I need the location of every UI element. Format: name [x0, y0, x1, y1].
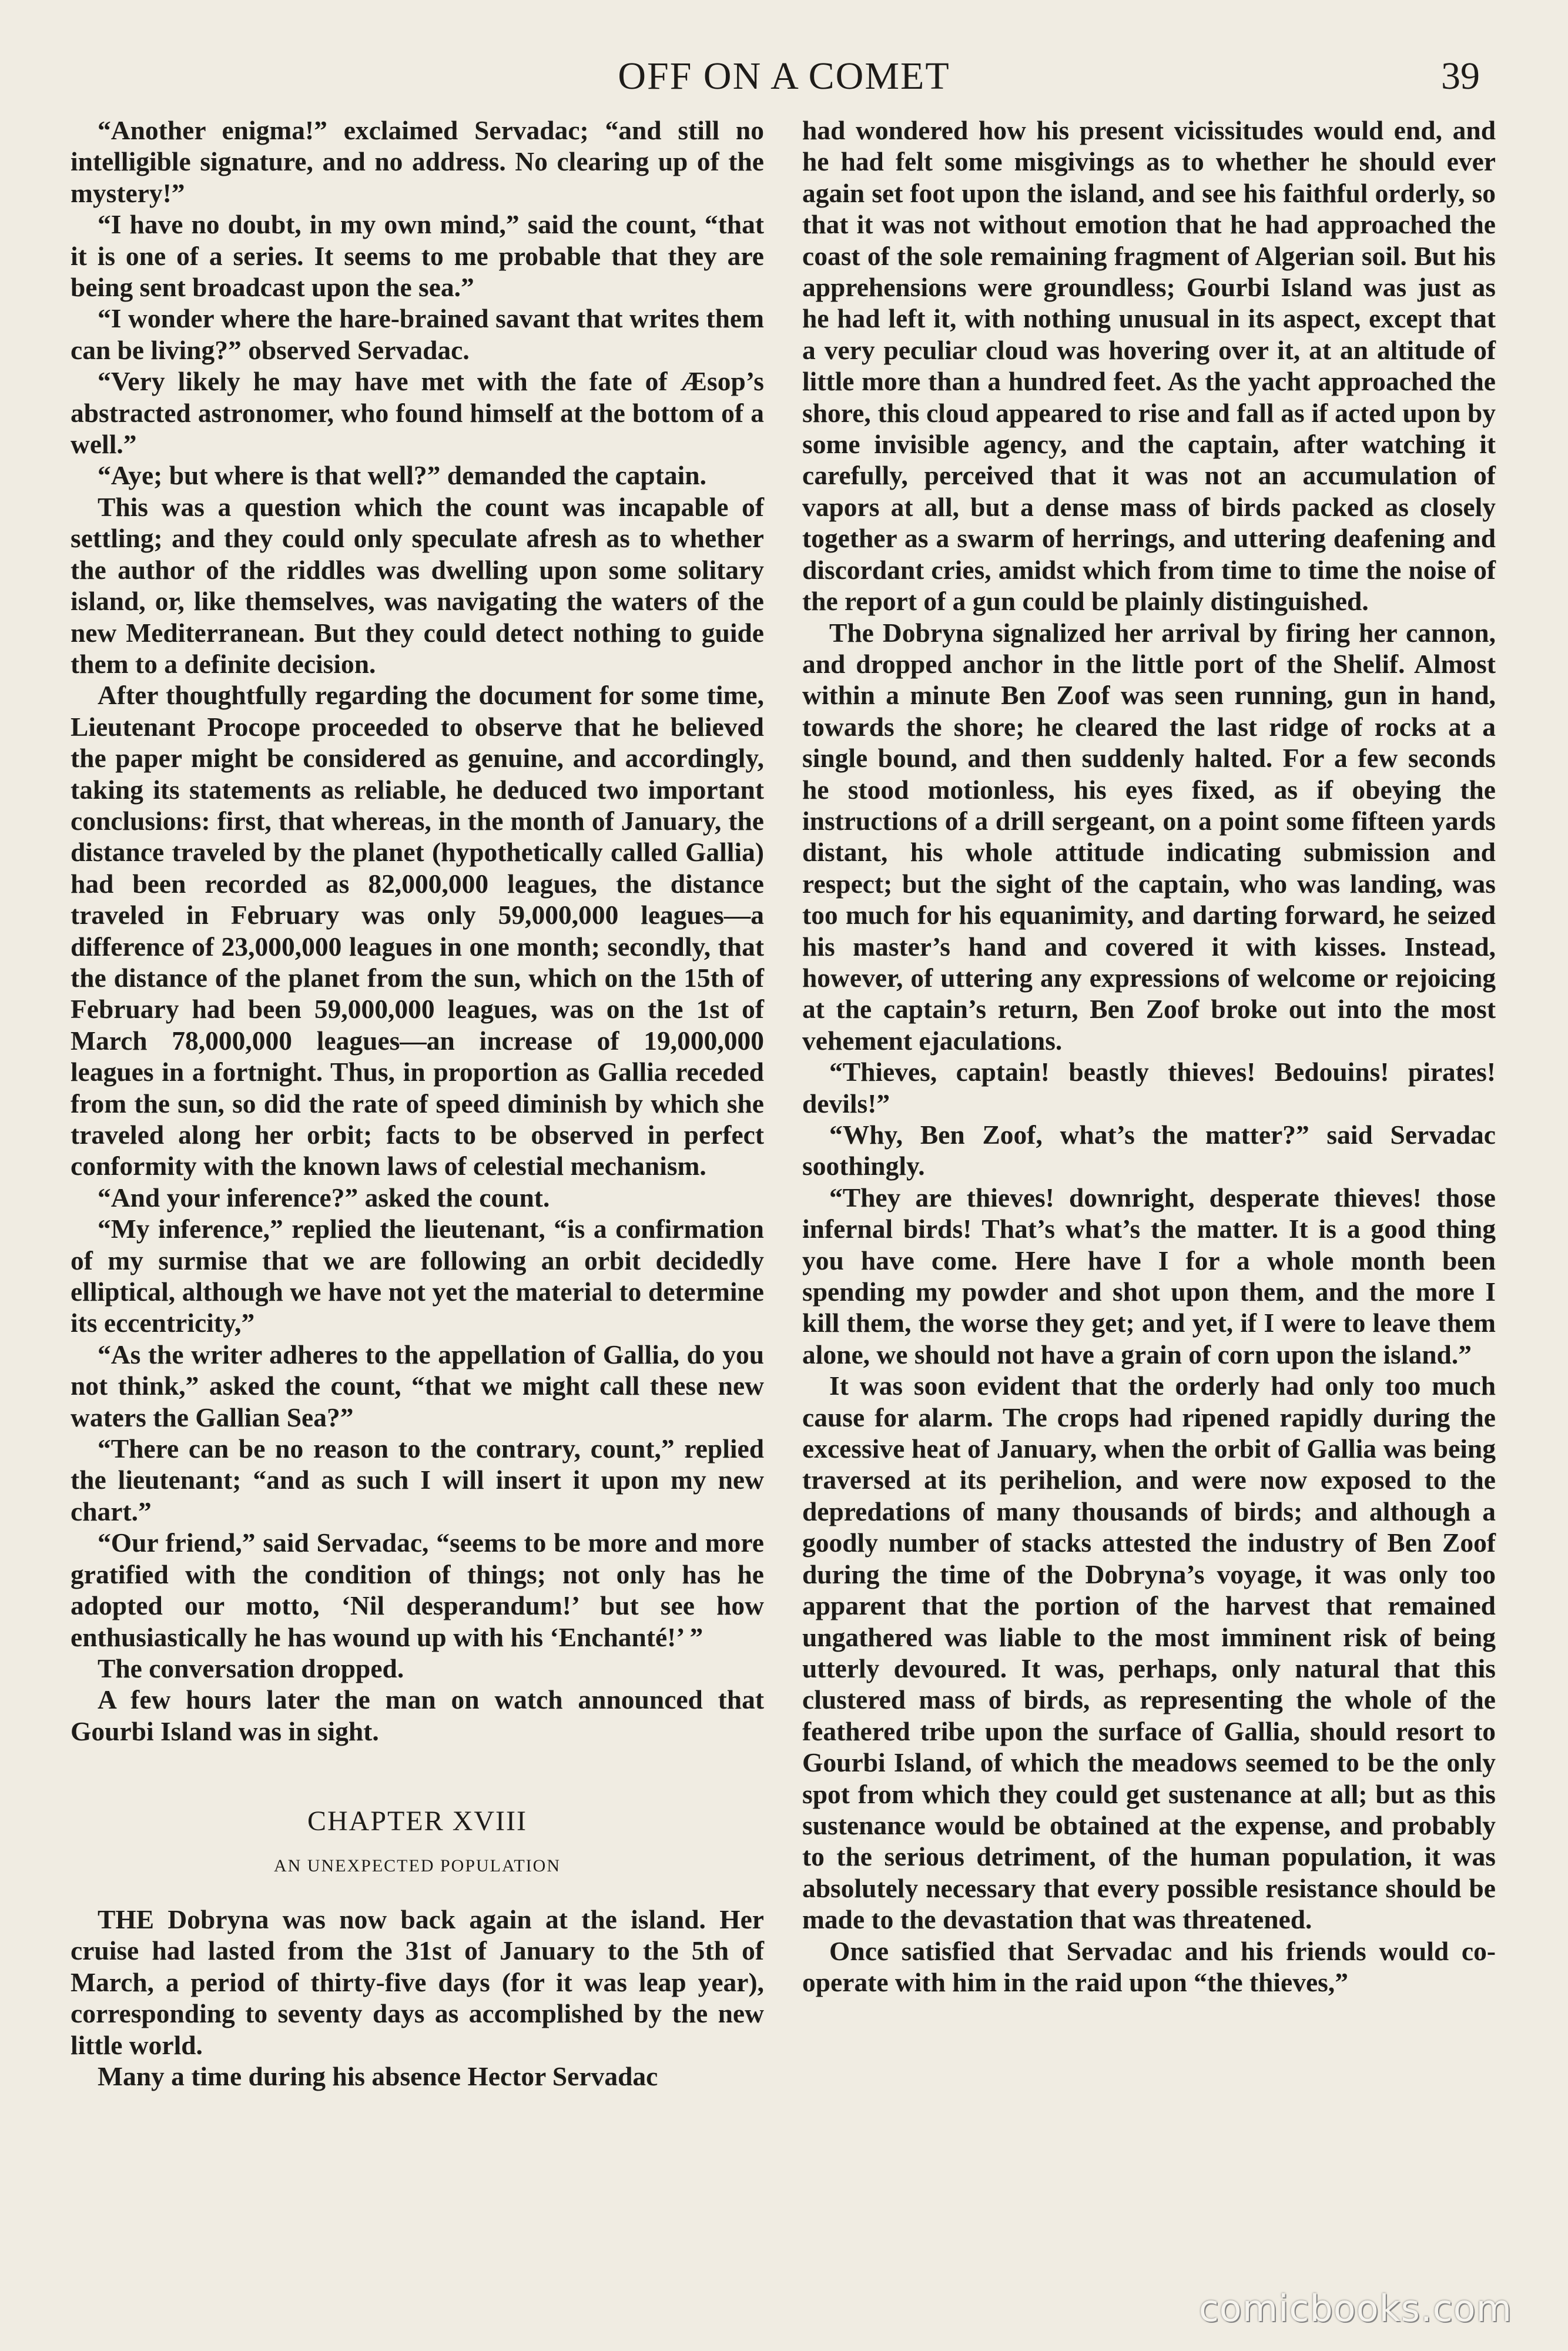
paragraph: “Thieves, captain! beastly thieves! Bedouins! pirates! devils!” [802, 1057, 1496, 1118]
paragraph: “There can be no reason to the contrary, count,” replied the lieutenant; “and as such I will insert it upon my new chart.” [71, 1434, 764, 1526]
chapter-heading: CHAPTER XVIII [307, 1806, 527, 1837]
paragraph: This was a question which the count was incapable of settling; and they could only speculate afresh as to whether the author of the riddles was dwelling upon some solitary island, or, like themselves, was navigating the waters of the new Mediterranean. But they could detect nothing to guide them to a definite decision. [71, 491, 764, 679]
paragraph: THE Dobryna was now back again at the island. Her cruise had lasted from the 31st of January to the 5th of March, a period of thirty-five days (for it was leap year), corresponding to seventy days as accomplished by the new little world. [71, 1904, 764, 2060]
paragraph: “I have no doubt, in my own mind,” said the count, “that it is one of a series. It seems to me probable that they are being sent broadcast upon the sea.” [71, 209, 764, 303]
paragraph: A few hours later the man on watch announced that Gourbi Island was in sight. [71, 1684, 764, 1746]
left-paragraphs [71, 115, 764, 1747]
paragraph: “And your inference?” asked the count. [98, 1182, 550, 1213]
paragraph: “Another enigma!” exclaimed Servadac; “and still no intelligible signature, and no address. No clearing up of the mystery!” [71, 115, 764, 208]
paragraph: The Dobryna signalized her arrival by firing her cannon, and dropped anchor in the little port of the Shelif. Almost within a minute Ben Zoof was seen running, gun in hand, towards the shore; he cleared the last ridge of rocks at a single bound, and then suddenly halted. For a few seconds he stood motionless, his eyes fixed, as if obeying the instructions of a drill sergeant, on a point some fifteen yards distant, his whole attitude indicating submission and respect; but the sight of the captain, who was landing, was too much for his equanimity, and darting forward, he seized his master’s hand and covered it with kisses. Instead, however, of uttering any expressions of welcome or rejoicing at the captain’s return, Ben Zoof broke out into the most vehement ejaculations. [802, 617, 1496, 1056]
paragraph: “As the writer adheres to the appellation of Gallia, do you not think,” asked the count, “that we might call these new waters the Gallian Sea?” [71, 1339, 764, 1432]
paragraph: Many a time during his absence Hector Servadac [98, 2061, 658, 2091]
right-column [802, 115, 1496, 1998]
paragraph: Once satisfied that Servadac and his friends would co-operate with him in the raid upon “the thieves,” [802, 1935, 1496, 1997]
running-header [71, 54, 1497, 107]
page-title: OFF ON A COMET [618, 55, 950, 98]
watermark-logo: comicbooks.com [1198, 2287, 1512, 2330]
paragraph: “Our friend,” said Servadac, “seems to be more and more gratified with the condition of things; not only has he adopted our motto, ‘Nil desperandum!’ but see how enthusiastically he has wound up with his ‘Enchanté!’ ” [71, 1528, 764, 1652]
paragraph: “Very likely he may have met with the fate of Æsop’s abstracted astronomer, who found himself at the bottom of a well.” [71, 366, 764, 460]
paragraph: “I wonder where the hare-brained savant that writes them can be living?” observed Servadac. [71, 303, 764, 365]
paragraph: The conversation dropped. [98, 1653, 404, 1683]
left-column [71, 115, 764, 2092]
paragraph: “My inference,” replied the lieutenant, “is a confirmation of my surmise that we are following an orbit decidedly elliptical, although we have not yet the material to determine its eccentricity,” [71, 1214, 764, 1338]
paragraph: had wondered how his present vicissitudes would end, and he had felt some misgivings as to whether he should ever again set foot upon the island, and see his faithful orderly, so that it was not without emotion that he had approached the coast of the sole remaining fragment of Algerian soil. But his apprehensions were groundless; Gourbi Island was just as he had left it, with nothing unusual in its aspect, except that a very peculiar cloud was hovering over it, at an altitude of little more than a hundred feet. As the yacht approached the shore, this cloud appeared to rise and fall as if acted upon by some invisible agency, and the captain, after watching it carefully, perceived that it was not an accumulation of vapors at all, but a dense mass of birds packed as closely together as a swarm of herrings, and uttering deafening and discordant cries, amidst which from time to time the noise of the report of a gun could be plainly distinguished. [802, 115, 1496, 617]
chapter-subtitle: AN UNEXPECTED POPULATION [274, 1856, 561, 1876]
paragraph: “Aye; but where is that well?” demanded the captain. [98, 460, 706, 491]
paragraph: “They are thieves! downright, desperate thieves! those infernal birds! That’s what’s the matter. It is a good thing you have come. Here have I for a whole month been spending my powder and shot upon them, and the more I kill them, the worse they get; and yet, if I were to leave them alone, we should not have a grain of corn upon the island.” [802, 1182, 1496, 1369]
paragraph: It was soon evident that the orderly had only too much cause for alarm. The crops had ripened rapidly during the excessive heat of January, when the orbit of Gallia was being traversed at its perihelion, and were now exposed to the depredations of many thousands of birds; and although a goodly number of stacks attested the industry of Ben Zoof during the time of the Dobryna’s voyage, it was only too apparent that the portion of the harvest that remained ungathered was liable to the most imminent risk of being utterly devoured. It was, perhaps, only natural that this clustered mass of birds, as representing the whole of the feathered tribe upon the surface of Gallia, should resort to Gourbi Island, of which the meadows seemed to be the only spot from which they could get sustenance at all; but as this sustenance would be obtained at the expense, and probably to the serious detriment, of the human population, it was absolutely necessary that every possible resistance should be made to the devastation that was threatened. [802, 1371, 1496, 1935]
right-paragraphs [802, 115, 1496, 1998]
page-number: 39 [1441, 55, 1480, 98]
paragraph: “Why, Ben Zoof, what’s the matter?” said Servadac soothingly. [802, 1120, 1496, 1181]
paragraph: After thoughtfully regarding the document for some time, Lieutenant Procope proceeded to observe that he believed the paper might be considered as genuine, and accordingly, taking its statements as reliable, he deduced two important conclusions: first, that whereas, in the month of January, the distance traveled by the planet (hypothetically called Gallia) had been recorded as 82,000,000 leagues, the distance traveled in February was only 59,000,000 leagues—a difference of 23,000,000 leagues in one month; secondly, that the distance of the planet from the sun, which on the 15th of February had been 59,000,000 leagues, was on the 1st of March 78,000,000 leagues—an increase of 19,000,000 leagues in a fortnight. Thus, in proportion as Gallia receded from the sun, so did the rate of speed diminish by which she traveled along her orbit; facts to be observed in perfect conformity with the known laws of celestial mechanism. [71, 680, 764, 1181]
chapter-paragraphs [71, 1904, 764, 2092]
